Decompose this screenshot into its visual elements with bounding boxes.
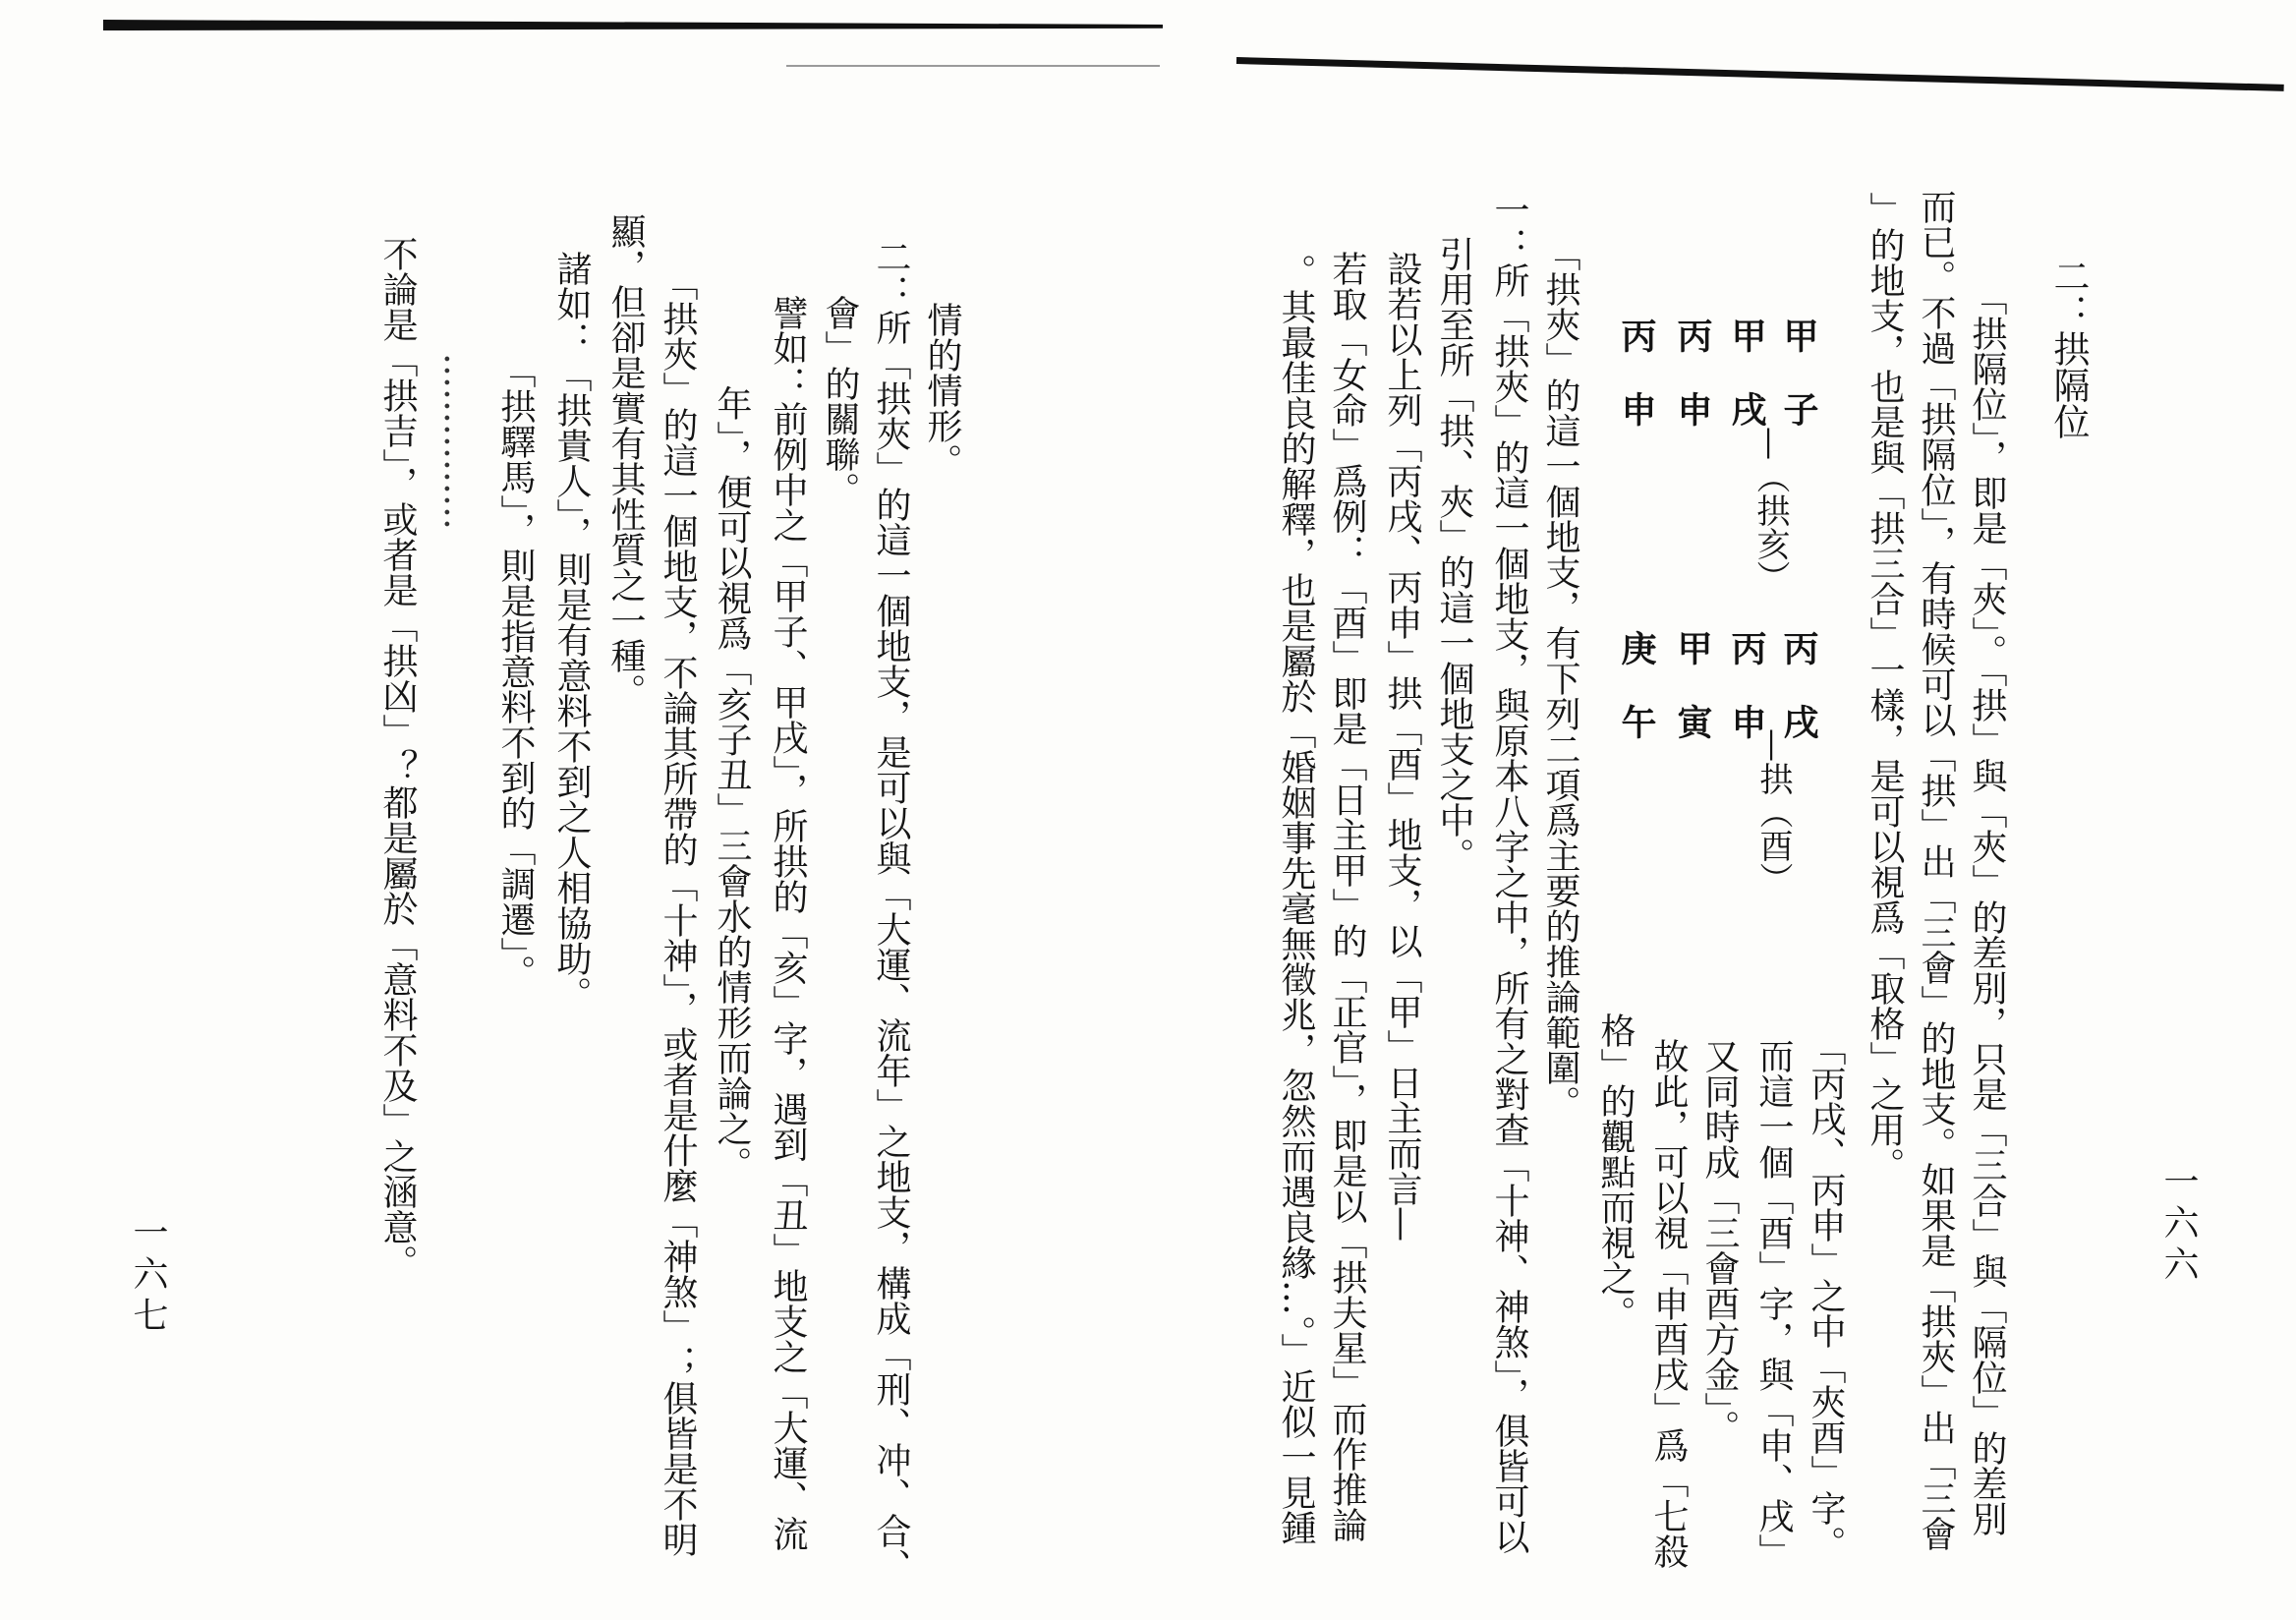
text-column: 年」，便可以視爲「亥子丑」三會水的情形而論之。 bbox=[712, 385, 752, 1182]
text-column: 一：所「拱夾」的這一個地支，與原本八字之中，所有之對查「十神、神煞」，俱皆可以 bbox=[1489, 192, 1529, 1554]
text-column: 若取「女命」爲例：「酉」即是「日主甲」的「正官」，即是以「拱夫星」而作推論 bbox=[1327, 251, 1367, 1542]
text-column: 二：所「拱夾」的這一個地支，是可以與「大運、流年」之地支，構成「刑、冲、合、 bbox=[871, 239, 911, 1584]
pillar: 丙申 bbox=[1726, 630, 1767, 778]
scan-edge-shadow-right bbox=[1236, 57, 2284, 91]
text-column: 不論是「拱吉」，或者是「拱凶」？都是屬於「意料不及」之涵意。 bbox=[377, 236, 418, 1280]
text-column: 「拱隔位」，即是「夾」。「拱」與「夾」的差別，只是「三合」與「隔位」的差別 bbox=[1967, 280, 2007, 1536]
scan-edge-shadow-left bbox=[103, 20, 1163, 30]
text-column: 」的地支，也是與「拱三合」一樣，是可以視爲「取格」之用。 bbox=[1865, 192, 1905, 1183]
text-column: 「拱夾」的這一個地支，有下列二項爲主要的推論範圍。 bbox=[1540, 236, 1580, 1121]
pillar-annotation: —（拱亥） bbox=[1751, 427, 1790, 594]
dotted-separator: …………… bbox=[436, 353, 477, 530]
text-column: 而這一個「酉」字，與「申、戌」 bbox=[1753, 1038, 1794, 1569]
text-column: 情的情形。 bbox=[922, 302, 962, 479]
section-heading: 二：拱隔位 bbox=[2047, 258, 2090, 439]
text-column: 故此，可以視「申酉戌」爲「七殺 bbox=[1648, 1038, 1689, 1569]
text-column: 「拱驛馬」，則是指意料不到的「調遷」。 bbox=[495, 353, 536, 990]
pillar: 丙申 bbox=[1672, 318, 1713, 465]
pillar: 甲子 bbox=[1778, 318, 1819, 465]
text-column: 設若以上列「丙戌、丙申」拱「酉」地支，以「甲」日主而言— bbox=[1382, 251, 1422, 1242]
pillar: 甲寅 bbox=[1672, 630, 1713, 778]
text-column: 而已。不過「拱隔位」，有時候可以「拱」出「三會」的地支。如果是「拱夾」出「三會 bbox=[1916, 189, 1956, 1551]
pillar-annotation: —拱（酉） bbox=[1753, 728, 1793, 896]
scan-edge-faint-line bbox=[786, 65, 1160, 67]
text-column: 諸如：「拱貴人」，則是有意料不到之人相協助。 bbox=[551, 251, 592, 1012]
text-column: 會」的關聯。 bbox=[820, 295, 860, 507]
pillar: 丙申 bbox=[1616, 318, 1657, 465]
pillar: 甲戌 bbox=[1726, 318, 1767, 465]
text-column: 「丙戌、丙申」之中「夾酉」字。 bbox=[1806, 1030, 1846, 1561]
pillar: 庚午 bbox=[1616, 630, 1657, 778]
text-column: 又同時成「三會酉方金」。 bbox=[1699, 1038, 1740, 1445]
page-number: 一六六 bbox=[2158, 1163, 2199, 1287]
text-column: 格」的觀點而視之。 bbox=[1595, 1012, 1636, 1331]
text-column: 「拱夾」的這一個地支，不論其所帶的「十神」，或者是什麼「神煞」；俱皆是不明 bbox=[658, 265, 698, 1557]
text-column: 譬如：前例中之「甲子、甲戌」，所拱的「亥」字，遇到「丑」地支之「大運、流 bbox=[768, 295, 808, 1551]
text-column: 引用至所「拱、夾」的這一個地支之中。 bbox=[1434, 236, 1474, 873]
text-column: 。其最佳良的解釋，也是屬於「婚姻事先毫無徵兆，忽然而遇良緣…。」近似一見鍾 bbox=[1276, 254, 1316, 1545]
page-number: 一六七 bbox=[128, 1214, 168, 1338]
pillar: 丙戌 bbox=[1778, 630, 1819, 778]
text-column: 顯，但卻是實有其性質之一種。 bbox=[605, 213, 646, 709]
